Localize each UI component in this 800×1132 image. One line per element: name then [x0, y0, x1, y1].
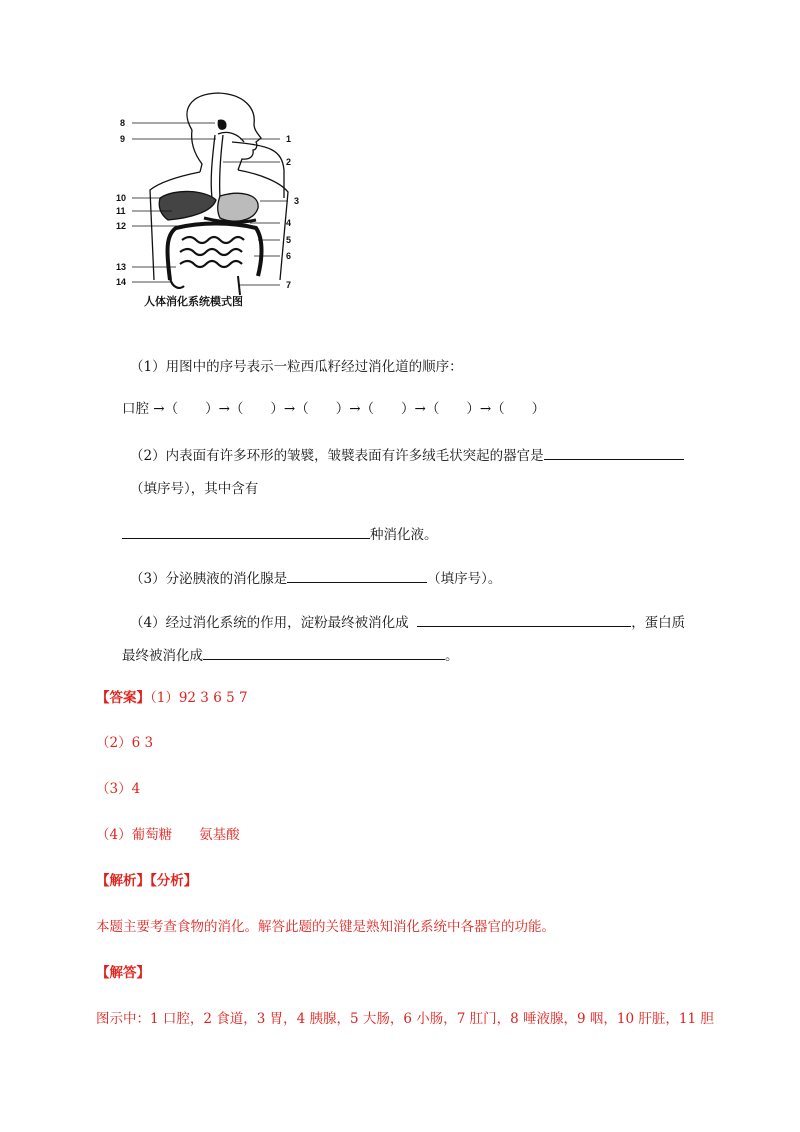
answer-2: （2）6 3: [96, 735, 154, 751]
question-2-line-1: [130, 445, 684, 465]
question-3-part2: （填序号）。: [427, 571, 502, 587]
answer-1: （1）92 3 6 5 7: [150, 690, 248, 706]
figure-label-4: 4: [286, 218, 292, 228]
answer-label: 【答案】: [96, 690, 150, 706]
answer-4: （4）葡萄糖 氨基酸: [96, 827, 240, 843]
question-4-line-2: [122, 645, 459, 665]
question-4-blank-1: [417, 612, 631, 627]
analysis-text: 本题主要考查食物的消化。解答此题的关键是熟知消化系统中各器官的功能。: [96, 919, 555, 935]
question-1-sequence: [122, 400, 545, 418]
figure-label-14: 14: [116, 277, 127, 287]
question-2-blank-1: [544, 445, 684, 460]
question-2-part3: 种消化液。: [370, 527, 438, 543]
question-4-blank-2: [203, 645, 445, 660]
figure-label-1: 1: [286, 134, 292, 144]
figure-label-2: 2: [286, 157, 292, 167]
question-1-start: 口腔: [122, 401, 149, 417]
digestive-system-figure: [116, 90, 320, 315]
question-3-line: [130, 568, 501, 588]
figure-label-3: 3: [294, 196, 300, 206]
analysis-label: 【解析】【分析】: [96, 873, 198, 889]
answer-3: （3）4: [96, 781, 141, 797]
figure-label-13: 13: [116, 262, 127, 272]
question-4-part1: （4）经过消化系统的作用，淀粉最终被消化成: [130, 615, 409, 631]
question-4-part2: ，蛋白质: [631, 615, 686, 631]
question-1-blanks: →（ ）→（ ）→（ ）→（ ）→（ ）→（ ）: [153, 401, 546, 417]
question-4-part4: 。: [445, 648, 459, 664]
figure-label-5: 5: [286, 235, 292, 245]
question-3-blank: [287, 568, 427, 583]
question-2-blank-2: [122, 524, 370, 539]
figure-label-7: 7: [286, 280, 292, 290]
figure-caption: 人体消化系统模式图: [144, 295, 243, 308]
figure-label-9: 9: [120, 134, 126, 144]
figure-label-12: 12: [116, 221, 127, 231]
solution-text: 图示中：1 口腔，2 食道，3 胃，4 胰腺，5 大肠，6 小肠，7 肛门，8 唾液腺，9 咽，10 肝脏，11 胆: [96, 1011, 714, 1027]
question-3-part1: （3）分泌胰液的消化腺是: [130, 571, 288, 587]
figure-label-6: 6: [286, 251, 292, 261]
question-1-text: （1）用图中的序号表示一粒西瓜籽经过消化道的顺序：: [130, 359, 463, 375]
question-4-line-1: [130, 612, 685, 632]
figure-label-10: 10: [116, 193, 127, 203]
question-4-part3: 最终被消化成: [122, 648, 203, 664]
question-2-part1: （2）内表面有许多环形的皱襞，皱襞表面有许多绒毛状突起的器官是: [130, 448, 544, 464]
solution-label: 【解答】: [96, 965, 150, 981]
question-2-line-3: [122, 524, 438, 544]
figure-label-8: 8: [120, 118, 126, 128]
figure-label-11: 11: [116, 206, 126, 216]
answer-line-1: [96, 689, 248, 707]
question-2-part2: （填序号），其中含有: [130, 481, 259, 497]
